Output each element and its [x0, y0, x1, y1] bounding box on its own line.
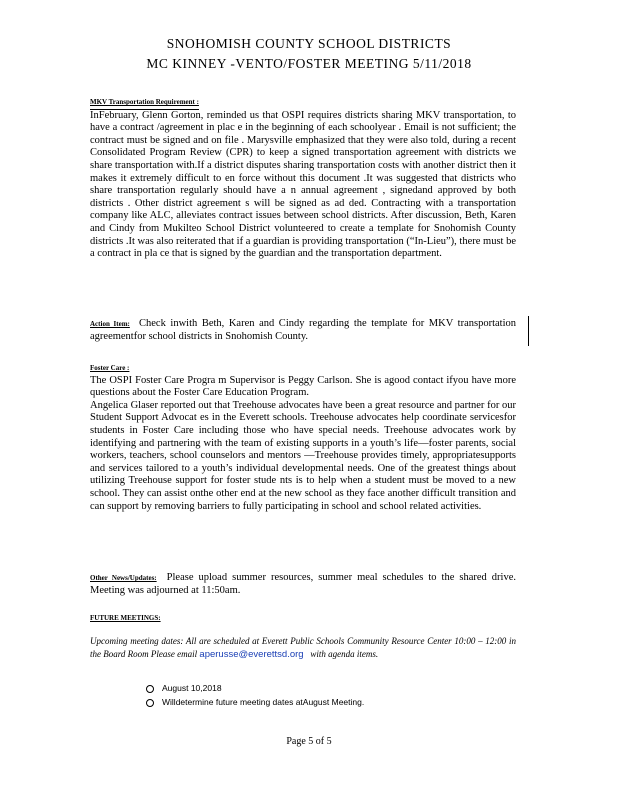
- mkv-body: InFebruary, Glenn Gorton, reminded us that OSPI requires districts sharing MKV transportation, to have a contract /agreement in plac e in the beginning of each schoolyear . Email is not sufficient; the contract must be signed and on file . Marysville emphasized that they were also told, during a recent Consolidated Program Review (CPR) to keep a signed transportation agreement with districts we share transportation with.If a district disputes sharing transportation costs with another district then it makes it extremely difficult to en force without this document .It was suggested that districts who share transportation regularly should have a n annual agreement , signedand approved by both districts . Other district agreement s will be signed as ad ded. Contracting with a transportation company like ALC, alleviates contract issues between school districts. After discussion, Beth, Karen and Cindy from Mukilteo School District volunteered to create a template for Snohomish County districts .It was also reiterated that if a guardian is providing transportation (“In-Lieu”), there must be a contract in pla ce that is signed by the guardian and the transportation department.: [90, 109, 516, 260]
- bullet-circle-icon: [146, 699, 154, 707]
- foster-care-section: [90, 362, 516, 513]
- document-title-line1: SNOHOMISH COUNTY SCHOOL DISTRICTS: [166, 36, 452, 51]
- other-news-section: [90, 572, 516, 597]
- document-title-line2: MC KINNEY -VENTO/FOSTER MEETING 5/11/2018: [146, 56, 472, 71]
- other-body: Please upload summer resources, summer meal schedules to the shared drive. Meeting was adjourned at 11:50am.: [90, 572, 517, 596]
- foster-label: Foster Care :: [90, 364, 130, 372]
- email-suffix: with agenda items.: [310, 648, 379, 659]
- future-meetings-section: [90, 612, 516, 661]
- page-number: Page 5 of 5: [286, 736, 332, 747]
- margin-change-bar: [528, 316, 529, 346]
- action-item-section: [90, 318, 516, 343]
- other-label: Other News/Updates:: [90, 574, 157, 582]
- future-body: [90, 635, 516, 661]
- bullet-item-1: [146, 683, 222, 693]
- mkv-section: [90, 96, 516, 261]
- bullet-text-2: Willdetermine future meeting dates atAugust Meeting.: [162, 697, 365, 707]
- bullet-text-1: August 10,2018: [162, 683, 222, 693]
- bullet-item-2: [146, 697, 364, 707]
- bullet-circle-icon: [146, 685, 154, 693]
- future-label: FUTURE MEETINGS:: [90, 614, 161, 622]
- foster-body1: The OSPI Foster Care Progra m Supervisor is Peggy Carlson. She is agood contact ifyou have more questions about the Foster Care Education Program.: [90, 374, 516, 399]
- future-body-text: Upcoming meeting dates: All are scheduled at Everett Public Schools Community Resource Center 10:00 – 12:00 in the Board Room Please email: [90, 635, 516, 659]
- email-link[interactable]: aperusse@everettsd.org: [199, 648, 304, 660]
- action-label: Action Item:: [90, 320, 130, 328]
- foster-body2: Angelica Glaser reported out that Treehouse advocates have been a great resource and partner for our Student Support Advocat es in the Everett schools. Treehouse advocates help coordinate servicesfor students in Foster Care including those who have special needs. Treehouse advocates work by identifying and partnering with the team of existing supports in a youth’s life—foster parents, social workers, teachers, school counselors and mentors —Treehouse provides timely, appropriatesupports and services tailored to a youth’s individual developmental needs. One of the greatest things about utilizing Treehouse support for foster stude nts is to help when a student must be moved to a new school. They can assist onthe other end at the new school as they face another difficult transition and can support by removing barriers to fully participating in school and school related activities.: [90, 399, 516, 512]
- action-body: Check inwith Beth, Karen and Cindy regarding the template for MKV transportation agreementfor school districts in Snohomish County.: [90, 318, 517, 342]
- mkv-label: MKV Transportation Requirement :: [90, 96, 199, 110]
